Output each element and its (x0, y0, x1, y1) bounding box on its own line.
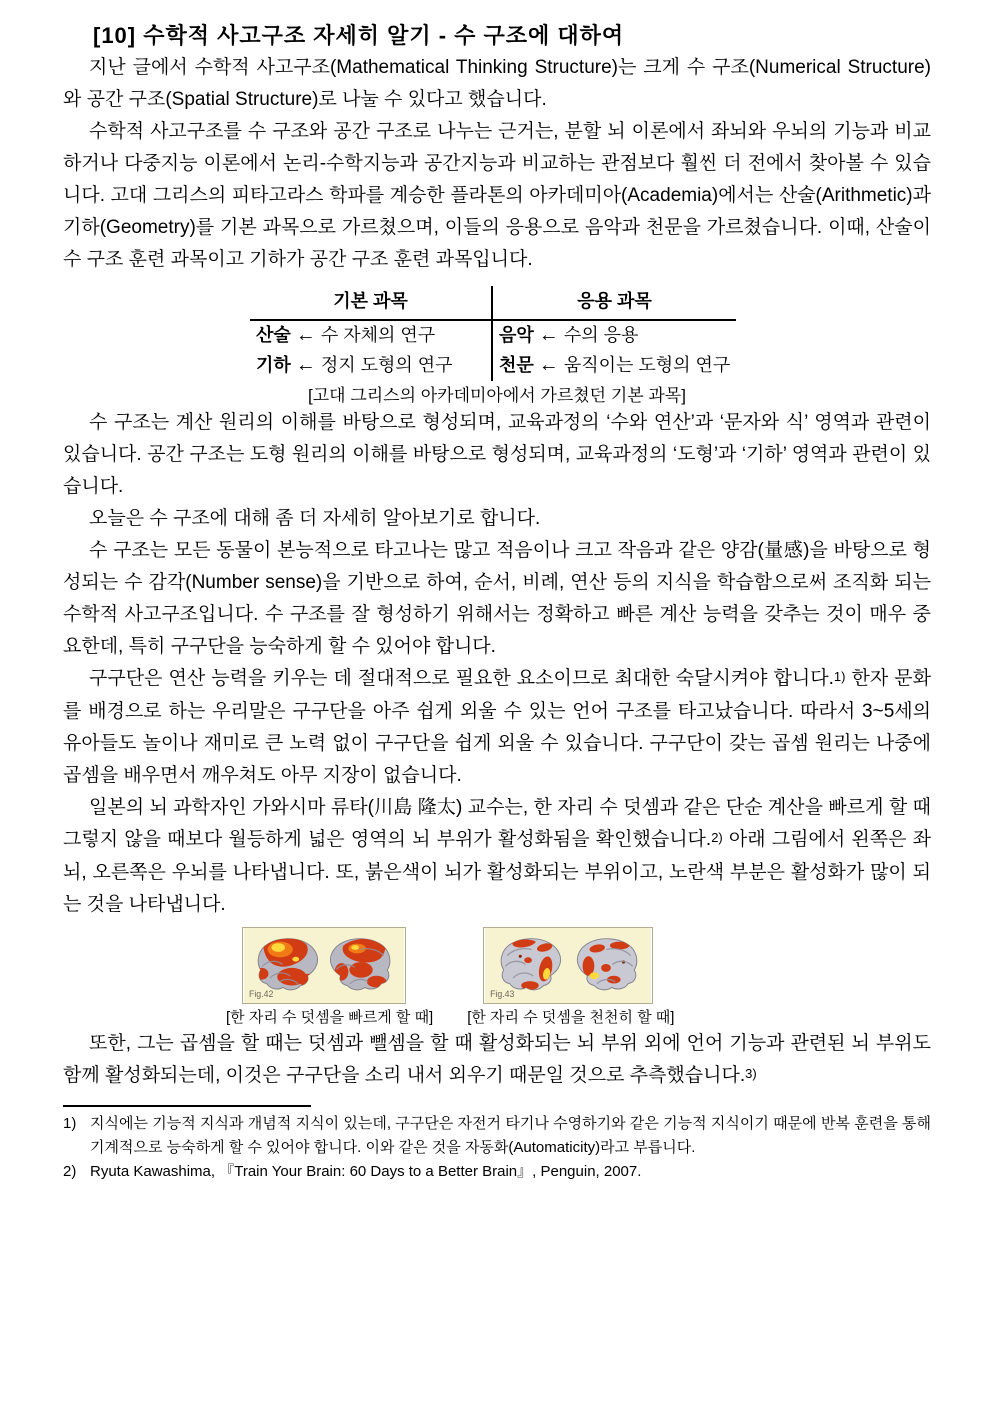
term-astronomy: 천문 (499, 355, 534, 375)
footnote-1-marker: 1) (63, 1115, 77, 1132)
footnotes-section (63, 1112, 931, 1184)
footnote-2 (63, 1160, 931, 1184)
figure-label-fig42: Fig.42 (249, 989, 274, 1000)
kawashima-text-before-ref: 일본의 뇌 과학자인 가와시마 류타(川島 隆太) 교수는, 한 자리 수 덧셈과 같은 단순 계산을 빠르게 할 때 그렇지 않을 때보다 월등하게 넓은 영역의 뇌 부위가 활성화됨을 확인했습니다. (63, 797, 931, 850)
table-cell-astronomy (493, 351, 736, 381)
term-arithmetic: 산술 (256, 325, 291, 345)
figure-caption-slow: [한 자리 수 덧셈을 천천히 할 때] (467, 1009, 675, 1026)
multiplication-text: 또한, 그는 곱셈을 할 때는 덧셈과 뺄셈을 할 때 활성화되는 뇌 부위 외에 언어 기능과 관련된 뇌 부위도 함께 활성화되는데, 이것은 구구단을 소리 내서 외우기 때문일 것으로 추측했습니다. (63, 1033, 931, 1086)
desc-geometry: 정지 도형의 연구 (320, 355, 453, 375)
left-arrow-icon: ← (295, 354, 316, 376)
desc-astronomy: 움직이는 도형의 연구 (563, 355, 731, 375)
footnote-2-marker: 2) (63, 1163, 77, 1180)
paragraph-today: 오늘은 수 구조에 대해 좀 더 자세히 알아보기로 합니다. (89, 508, 541, 529)
footnote-ref-1: 1) (833, 669, 846, 684)
paragraph-number-structure: 수 구조는 모든 동물이 본능적으로 타고나는 많고 적음이나 크고 작음과 같은 양감(量感)을 바탕으로 형성되는 수 감각(Number sense)을 기반으로 하여, 순서, 비례, 연산 등의 지식을 학습함으로써 조직화 되는 수학적 사고구조입니다. 수 구조를 잘 형성하기 위해서는 정확하고 빠른 계산 능력을 갖추는 것이 매우 중요한데, 특히 구구단을 능숙하게 할 수 있어야 합니다. (63, 540, 931, 657)
table-header-basic-subjects: 기본 과목 (250, 286, 493, 321)
footnote-ref-2: 2) (711, 830, 723, 845)
subjects-table (250, 286, 736, 381)
footnote-separator (63, 1105, 311, 1107)
footnote-1-text: 지식에는 기능적 지식과 개념적 지식이 있는데, 구구단은 자전거 타기나 수영하기와 같은 기능적 지식이기 때문에 반복 훈련을 통해 기계적으로 능숙하게 할 수 있어야 합니다. 이와 같은 것을 자동화(Automaticity)라고 부릅니다. (90, 1115, 931, 1156)
footnote-1 (63, 1112, 931, 1160)
term-music: 음악 (499, 325, 534, 345)
kawashima-text-after-ref: 아래 그림에서 왼쪽은 좌뇌, 오른쪽은 우뇌를 나타냅니다. 또, 붉은색이 뇌가 활성화되는 부위이고, 노란색 부분은 활성화가 많이 되는 것을 나타냅니다. (63, 829, 931, 915)
table-caption: [고대 그리스의 아카데미아에서 가르쳤던 기본 과목] (308, 386, 686, 405)
paragraph-multiplication (63, 1028, 931, 1093)
paragraph-gugudan (63, 663, 931, 792)
left-arrow-icon: ← (295, 324, 316, 346)
brain-scan-image-slow (483, 927, 653, 1004)
left-arrow-icon: ← (538, 354, 559, 376)
footnote-2-text: Ryuta Kawashima, 『Train Your Brain: 60 Days to a Better Brain』, Penguin, 2007. (90, 1163, 642, 1180)
document-content (63, 0, 931, 1184)
desc-music: 수의 응용 (563, 325, 639, 345)
gugudan-text-before-ref: 구구단은 연산 능력을 키우는 데 절대적으로 필요한 요소이므로 최대한 숙달시켜야 합니다. (89, 668, 834, 689)
figure-fast-addition (226, 927, 434, 1028)
gugudan-text-after-ref: 한자 문화를 배경으로 하는 우리말은 구구단을 아주 쉽게 외울 수 있는 언어 구조를 타고났습니다. 따라서 3~5세의 유아들도 놀이나 재미로 큰 노력 없이 구구단을 쉽게 외울 수 있습니다. 구구단이 갖는 곱셈 원리는 나중에 곱셈을 배우면서 깨우쳐도 아무 지장이 없습니다. (63, 668, 931, 786)
brain-scan-image-fast (242, 927, 406, 1004)
table-cell-arithmetic (250, 321, 493, 351)
table-cell-music (493, 321, 736, 351)
figure-label-fig43: Fig.43 (490, 989, 515, 1000)
left-arrow-icon: ← (538, 324, 559, 346)
desc-arithmetic: 수 자체의 연구 (320, 325, 436, 345)
figure-caption-fast: [한 자리 수 덧셈을 빠르게 할 때] (226, 1009, 434, 1026)
page-title: [10] 수학적 사고구조 자세히 알기 - 수 구조에 대하여 (93, 23, 625, 48)
brain-figures-row (226, 927, 931, 1028)
footnote-ref-3: 3) (745, 1066, 757, 1081)
paragraph-curriculum: 수 구조는 계산 원리의 이해를 바탕으로 형성되며, 교육과정의 ‘수와 연산’과 ‘문자와 식’ 영역과 관련이 있습니다. 공간 구조는 도형 원리의 이해를 바탕으로 형성되며, 교육과정의 ‘도형’과 ‘기하’ 영역과 관련이 있습니다. (63, 412, 931, 497)
paragraph-origin: 수학적 사고구조를 수 구조와 공간 구조로 나누는 근거는, 분할 뇌 이론에서 좌뇌와 우뇌의 기능과 비교하거나 다중지능 이론에서 논리-수학지능과 공간지능과 비교하는 관점보다 훨씬 더 전에서 찾아볼 수 있습니다. 고대 그리스의 피타고라스 학파를 계승한 플라톤의 아카데미아(Academia)에서는 산술(Arithmetic)과 기하(Geometry)를 기본 과목으로 가르쳤으며, 이들의 응용으로 음악과 천문을 가르쳤습니다. 이때, 산술이 수 구조 훈련 과목이고 기하가 공간 구조 훈련 과목입니다. (63, 121, 931, 270)
term-geometry: 기하 (256, 355, 291, 375)
table-cell-geometry (250, 351, 493, 381)
paragraph-kawashima (63, 792, 931, 921)
paragraph-intro: 지난 글에서 수학적 사고구조(Mathematical Thinking Structure)는 크게 수 구조(Numerical Structure)와 공간 구조(Spatial Structure)로 나눌 수 있다고 했습니다. (63, 57, 931, 110)
table-header-applied-subjects: 응용 과목 (493, 286, 736, 321)
figure-slow-addition (467, 927, 675, 1028)
